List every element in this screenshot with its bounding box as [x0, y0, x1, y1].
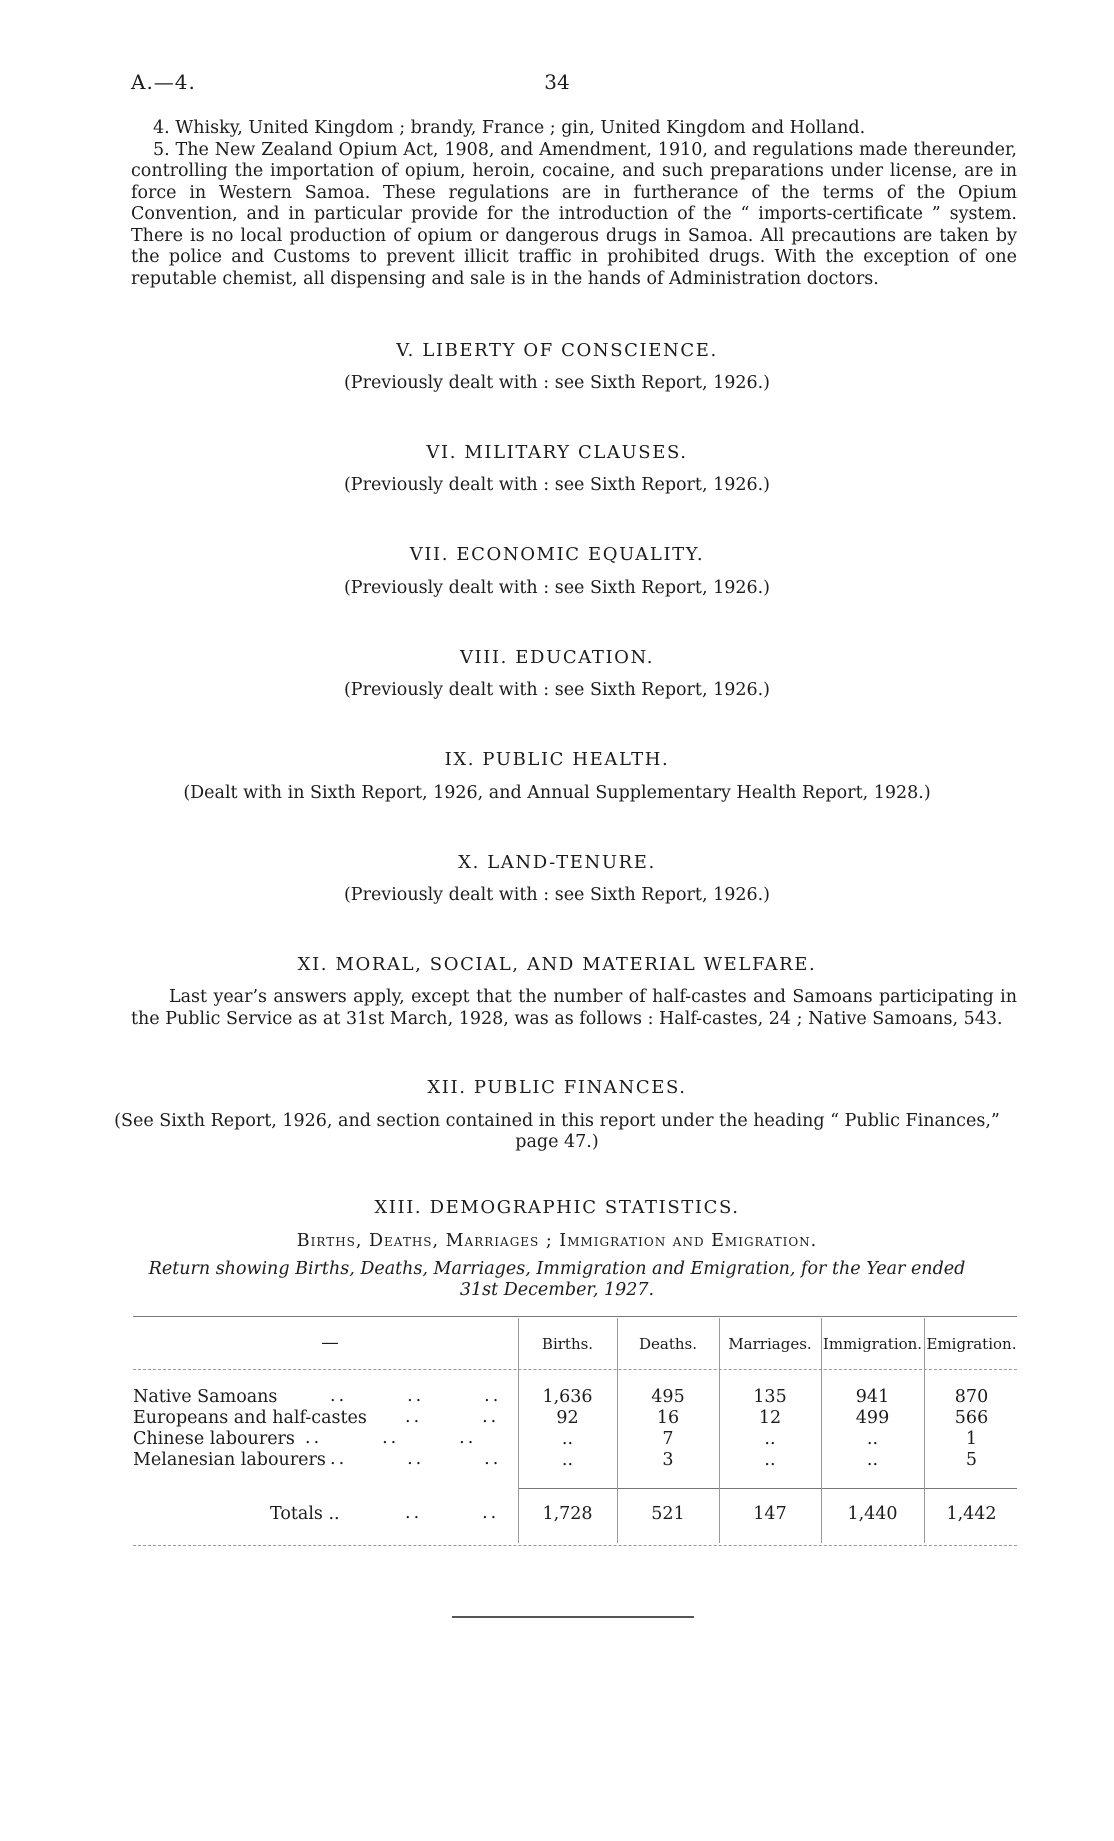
total-emigration: 1,442 — [946, 1504, 997, 1524]
finances-note-line-1: (See Sixth Report, 1926, and section contained in this report under the heading “ Public Finances,” — [114, 1111, 1000, 1131]
section-note-viii: (Previously dealt with : see Sixth Report, 1926.) — [343, 680, 771, 700]
section-title-ix: IX. PUBLIC HEALTH. — [444, 749, 670, 770]
column-header-marriages: Marriages. — [728, 1335, 812, 1353]
section-title-vii: VII. ECONOMIC EQUALITY. — [409, 544, 705, 565]
cell-emigration: 5 — [965, 1450, 978, 1470]
total-marriages: 147 — [753, 1504, 787, 1524]
cell-marriages: .. — [764, 1450, 776, 1470]
totals-label: Totals .. — [270, 1504, 340, 1524]
leader-dots: .. .. .. — [330, 1386, 502, 1406]
leader-dots: .. .. .. — [330, 1449, 502, 1469]
section-title-viii: VIII. EDUCATION. — [459, 647, 655, 668]
table-stub-header: — — [321, 1333, 339, 1353]
column-header-births: Births. — [541, 1335, 594, 1353]
item-5-paragraph: 5. The New Zealand Opium Act, 1908, and Amendment, 1910, and regulations made thereunder, controlling the importation of opium, heroin, cocaine, and such preparations under license, are in force in Western Samoa. These regulations are in furtherance of the terms of the Opium Convention, and in particular provide for the introduction of the “ imports-certificate ” system. There is no local production of opium or dangerous drugs in Samoa. All precautions are taken by the police and Customs to prevent illicit traffic in prohibited drugs. With the exception of one reputable chemist, all dispensing and sale is in the hands of Administration doctors. — [131, 139, 1017, 289]
cell-immigration: .. — [866, 1450, 879, 1470]
finances-note-line-2: page 47.) — [515, 1132, 599, 1152]
cell-marriages: 12 — [758, 1408, 782, 1428]
cell-marriages: .. — [764, 1429, 776, 1449]
cell-emigration: 1 — [965, 1429, 978, 1449]
welfare-paragraph — [131, 987, 1017, 1030]
row-label-chinese-labourers: Chinese labourers — [133, 1429, 295, 1449]
document-reference: A.—4. — [131, 70, 196, 94]
demographic-subtitle: Births, Deaths, Marriages ; Immigration and Emigration. — [296, 1231, 818, 1251]
section-note-vi: (Previously dealt with : see Sixth Report, 1926.) — [343, 475, 771, 495]
cell-births: .. — [561, 1429, 574, 1449]
section-note-ix: (Dealt with in Sixth Report, 1926, and Annual Supplementary Health Report, 1928.) — [183, 783, 931, 803]
end-rule — [452, 1616, 694, 1618]
section-note-x: (Previously dealt with : see Sixth Report, 1926.) — [343, 885, 771, 905]
cell-deaths: 3 — [662, 1450, 674, 1470]
cell-marriages: 135 — [753, 1387, 787, 1407]
column-header-immigration: Immigration. — [822, 1335, 923, 1353]
total-immigration: 1,440 — [847, 1504, 898, 1524]
leader-dots: .. .. .. — [305, 1428, 477, 1448]
table-caption-line-2: 31st December, 1927. — [459, 1280, 655, 1300]
section-note-v: (Previously dealt with : see Sixth Report, 1926.) — [343, 373, 771, 393]
cell-immigration: .. — [866, 1429, 879, 1449]
cell-births: 1,636 — [542, 1387, 593, 1407]
page-number: 34 — [544, 70, 570, 94]
leader-dots: .. .. — [405, 1407, 500, 1427]
total-deaths: 521 — [651, 1504, 685, 1524]
table-header-rule — [133, 1369, 1017, 1370]
row-label-native-samoans: Native Samoans — [133, 1387, 278, 1407]
section-note-vii: (Previously dealt with : see Sixth Report, 1926.) — [343, 578, 771, 598]
welfare-text: Last year’s answers apply, except that the number of half-castes and Samoans participating in the Public Service as at 31st March, 1928, was as follows : Half-castes, 24 ; Native Samoans, 543. — [131, 987, 1017, 1029]
section-title-xii: XII. PUBLIC FINANCES. — [427, 1077, 687, 1098]
row-label-europeans: Europeans and half-castes — [133, 1408, 367, 1428]
section-title-v: V. LIBERTY OF CONSCIENCE. — [396, 340, 718, 361]
item-4-paragraph: 4. Whisky, United Kingdom ; brandy, France ; gin, United Kingdom and Holland. — [153, 118, 866, 138]
cell-deaths: 16 — [656, 1408, 680, 1428]
row-label-melanesian-labourers: Melanesian labourers — [133, 1450, 326, 1470]
cell-deaths: 495 — [651, 1387, 685, 1407]
cell-births: 92 — [556, 1408, 579, 1428]
cell-immigration: 499 — [855, 1408, 890, 1428]
cell-deaths: 7 — [662, 1429, 674, 1449]
leader-dots: .. .. — [405, 1503, 500, 1523]
table-top-rule — [133, 1316, 1017, 1317]
table-totals-rule — [518, 1488, 1017, 1489]
cell-emigration: 870 — [954, 1387, 989, 1407]
cell-immigration: 941 — [855, 1387, 890, 1407]
table-bottom-rule — [133, 1545, 1017, 1546]
section-title-x: X. LAND-TENURE. — [458, 852, 656, 873]
section-title-xi: XI. MORAL, SOCIAL, AND MATERIAL WELFARE. — [297, 954, 817, 975]
total-births: 1,728 — [542, 1504, 593, 1524]
section-title-vi: VI. MILITARY CLAUSES. — [426, 442, 688, 463]
column-header-emigration: Emigration. — [926, 1335, 1017, 1353]
intro-text — [131, 118, 1017, 290]
column-header-deaths: Deaths. — [638, 1335, 697, 1353]
cell-emigration: 566 — [954, 1408, 989, 1428]
cell-births: .. — [561, 1450, 574, 1470]
section-title-xiii: XIII. DEMOGRAPHIC STATISTICS. — [374, 1197, 740, 1218]
table-caption-line-1: Return showing Births, Deaths, Marriages, Immigration and Emigration, for the Year ended — [148, 1259, 966, 1279]
